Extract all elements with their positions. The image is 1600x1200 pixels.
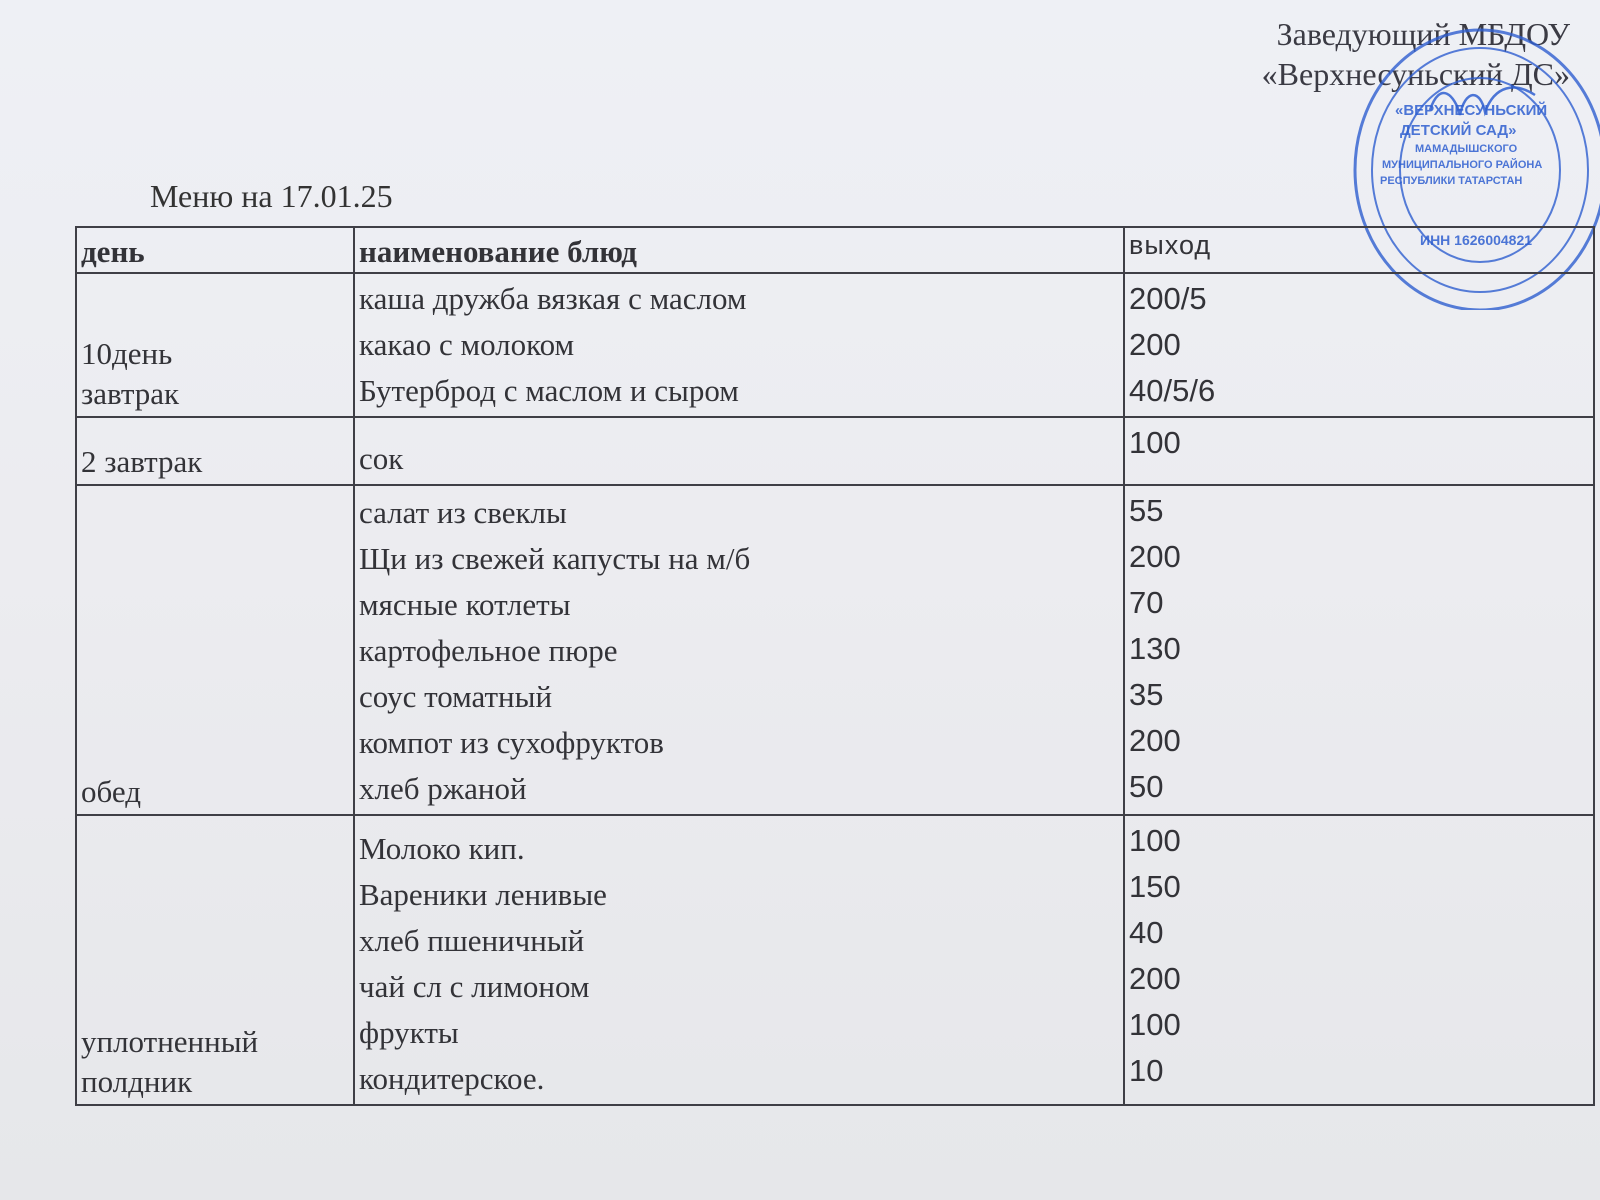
header-output: выход [1124, 227, 1594, 273]
day-label: уплотненный полдник [81, 1024, 259, 1099]
svg-text:ДЕТСКИЙ САД»: ДЕТСКИЙ САД» [1400, 122, 1517, 139]
approval-position: Заведующий МБДОУ [1276, 16, 1570, 52]
outputs-cell [1124, 417, 1594, 485]
output-item: 35 [1129, 677, 1164, 712]
output-item: 100 [1129, 425, 1181, 460]
output-item: 55 [1129, 493, 1164, 528]
output-item: 10 [1129, 1053, 1164, 1088]
svg-text:МАМАДЫШСКОГО: МАМАДЫШСКОГО [1415, 143, 1518, 155]
table-header-row [76, 227, 1594, 273]
dish-item: салат из свеклы [359, 495, 567, 530]
svg-text:«ВЕРХНЕСУНЬСКИЙ: «ВЕРХНЕСУНЬСКИЙ [1395, 102, 1548, 119]
dish-item: кондитерское. [359, 1061, 545, 1096]
output-item: 150 [1129, 869, 1181, 904]
dish-item: картофельное пюре [359, 633, 618, 668]
output-item: 40/5/6 [1129, 373, 1216, 408]
dish-item: соус томатный [359, 679, 553, 714]
approval-organization: «Верхнесуньский ДС» [1261, 56, 1570, 92]
dish-item: компот из сухофруктов [359, 725, 664, 760]
dish-item: хлеб ржаной [359, 771, 527, 806]
outputs-cell [1124, 485, 1594, 815]
table-row [76, 815, 1594, 1105]
dish-item: мясные котлеты [359, 587, 571, 622]
dish-item: фрукты [359, 1015, 459, 1050]
dish-item: хлеб пшеничный [359, 923, 585, 958]
day-label: 10день завтрак [81, 336, 180, 411]
dish-item: Бутерброд с маслом и сыром [359, 373, 739, 408]
table-row [76, 485, 1594, 815]
output-item: 70 [1129, 585, 1164, 620]
dish-item: каша дружба вязкая с маслом [359, 281, 747, 316]
dish-item: Щи из свежей капусты на м/б [359, 541, 751, 576]
outputs-cell [1124, 815, 1594, 1105]
dishes-cell [354, 815, 1124, 1105]
dish-item: Молоко кип. [359, 831, 525, 866]
dish-item: Вареники ленивые [359, 877, 607, 912]
output-item: 200 [1129, 327, 1181, 362]
svg-text:МУНИЦИПАЛЬНОГО РАЙОНА: МУНИЦИПАЛЬНОГО РАЙОНА [1382, 159, 1543, 171]
dish-item: сок [359, 441, 404, 476]
output-item: 200 [1129, 723, 1181, 758]
header-day: день [76, 227, 354, 273]
outputs-cell [1124, 273, 1594, 417]
output-item: 200 [1129, 961, 1181, 996]
dishes-cell [354, 485, 1124, 815]
output-item: 100 [1129, 823, 1181, 858]
dish-item: какао с молоком [359, 327, 575, 362]
header-dish-name: наименование блюд [354, 227, 1124, 273]
table-row [76, 417, 1594, 485]
table-row [76, 273, 1594, 417]
day-label: 2 завтрак [81, 444, 203, 479]
output-item: 130 [1129, 631, 1181, 666]
output-item: 200/5 [1129, 281, 1207, 316]
dish-item: чай сл с лимоном [359, 969, 590, 1004]
output-item: 200 [1129, 539, 1181, 574]
svg-text:РЕСПУБЛИКИ ТАТАРСТАН: РЕСПУБЛИКИ ТАТАРСТАН [1380, 175, 1523, 187]
day-cell [76, 417, 354, 485]
day-label: обед [81, 774, 141, 809]
day-cell [76, 485, 354, 815]
menu-table [75, 226, 1595, 1106]
day-cell [76, 815, 354, 1105]
day-cell [76, 273, 354, 417]
output-item: 100 [1129, 1007, 1181, 1042]
menu-title: Меню на 17.01.25 [150, 178, 393, 214]
dishes-cell [354, 273, 1124, 417]
dishes-cell [354, 417, 1124, 485]
output-item: 50 [1129, 769, 1164, 804]
output-item: 40 [1129, 915, 1164, 950]
svg-text:ИНН 1626004821: ИНН 1626004821 [1420, 232, 1533, 248]
